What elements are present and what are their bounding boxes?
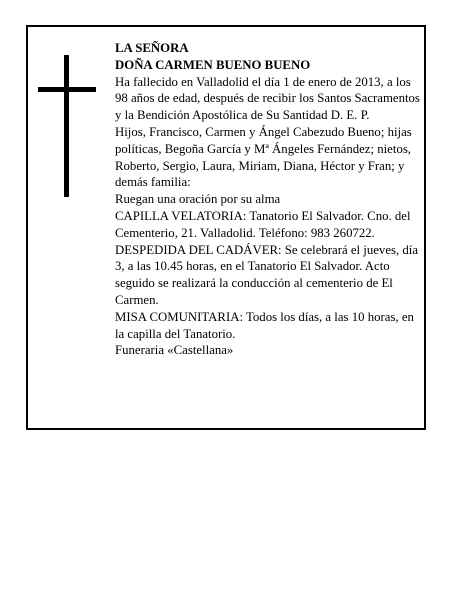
community-mass-info: MISA COMUNITARIA: Todos los días, a las 10 horas, en la capilla del Tanatorio. [115, 309, 414, 341]
family-members: Hijos, Francisco, Carmen y Ángel Cabezudo Bueno; hijas políticas, Begoña García y Mª Ángeles Fernández; nietos, Roberto, Sergio, Laura, Miriam, Diana, Héctor y Fran; y demás familia: [115, 124, 412, 190]
farewell-ceremony-info: DESPEDIDA DEL CADÁVER: Se celebrará el jueves, día 3, a las 10.45 horas, en el Tanatorio El Salvador. Acto seguido se realizará la conducción al cementerio de El Carmen. [115, 242, 419, 307]
funeral-chapel-info: CAPILLA VELATORIA: Tanatorio El Salvador. Cno. del Cementerio, 21. Valladolid. Teléfono: 983 260722. [115, 208, 411, 240]
cross-vertical-bar [64, 55, 69, 197]
latin-cross-icon [38, 55, 96, 197]
notice-title: LA SEÑORA [115, 41, 189, 55]
cross-horizontal-bar [38, 87, 96, 92]
deceased-name: DOÑA CARMEN BUENO BUENO [115, 57, 311, 72]
death-announcement: Ha fallecido en Valladolid el día 1 de enero de 2013, a los 98 años de edad, después de recibir los Santos Sacramentos y la Bendición Apostólica de Su Santidad D. E. P. [115, 74, 420, 123]
prayer-request: Ruegan una oración por su alma [115, 192, 281, 207]
obituary-notice [26, 25, 426, 430]
funeral-home: Funeraria «Castellana» [115, 343, 234, 358]
notice-text [115, 40, 425, 359]
